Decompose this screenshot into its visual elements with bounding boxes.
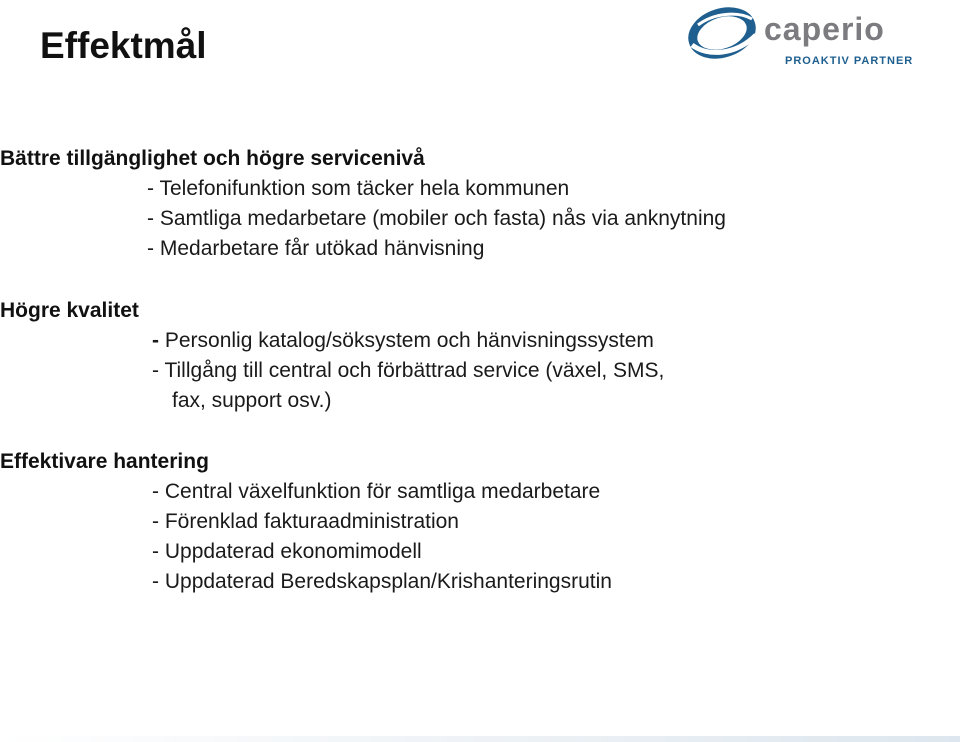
list-item — [152, 477, 612, 507]
section-hantering — [0, 447, 612, 597]
item-dash: - — [152, 359, 159, 382]
section-heading: Högre kvalitet — [0, 299, 139, 322]
section-heading: Bättre tillgänglighet och högre servicenivå — [0, 147, 425, 170]
item-dash: - — [152, 570, 159, 593]
item-dash: - — [152, 510, 159, 533]
section-item-list — [152, 326, 664, 416]
caperio-logo — [688, 5, 938, 69]
caperio-swoosh-icon — [688, 5, 760, 61]
item-dash: - — [147, 237, 154, 260]
list-item — [152, 326, 664, 356]
list-item — [147, 174, 726, 204]
section-heading: Effektivare hantering — [0, 450, 209, 473]
list-item-continuation: fax, support osv.) — [172, 389, 332, 412]
logo-wordmark: caperio — [764, 11, 885, 47]
logo-tagline: PROAKTIV PARTNER — [785, 55, 914, 67]
section-tillganglighet — [0, 144, 726, 264]
item-dash: - — [152, 540, 159, 563]
item-dash: - — [147, 177, 154, 200]
item-dash: - — [147, 207, 154, 230]
item-text: Personlig katalog/söksystem och hänvisningssystem — [164, 329, 654, 352]
item-text: Uppdaterad ekonomimodell — [164, 540, 422, 563]
item-text: Samtliga medarbetare (mobiler och fasta) nås via anknytning — [159, 207, 726, 230]
section-item-list — [147, 174, 726, 264]
item-text: Uppdaterad Beredskapsplan/Krishanteringsrutin — [164, 570, 612, 593]
list-item — [147, 234, 726, 264]
item-dash: - — [152, 329, 159, 352]
item-text: Central växelfunktion för samtliga medarbetare — [164, 480, 601, 503]
item-text: Telefonifunktion som täcker hela kommunen — [159, 177, 570, 200]
list-item — [152, 507, 612, 537]
section-kvalitet — [0, 296, 664, 416]
list-item — [152, 356, 664, 386]
item-text: Medarbetare får utökad hänvisning — [159, 237, 485, 260]
list-item — [152, 537, 612, 567]
item-text: Förenklad fakturaadministration — [164, 510, 459, 533]
slide-title: Effektmål — [40, 25, 207, 66]
item-text: Tillgång till central och förbättrad service (växel, SMS, — [164, 359, 665, 382]
bottom-border-fade — [0, 736, 960, 742]
item-dash: - — [152, 480, 159, 503]
list-item — [152, 567, 612, 597]
section-item-list — [152, 477, 612, 597]
list-item — [147, 204, 726, 234]
